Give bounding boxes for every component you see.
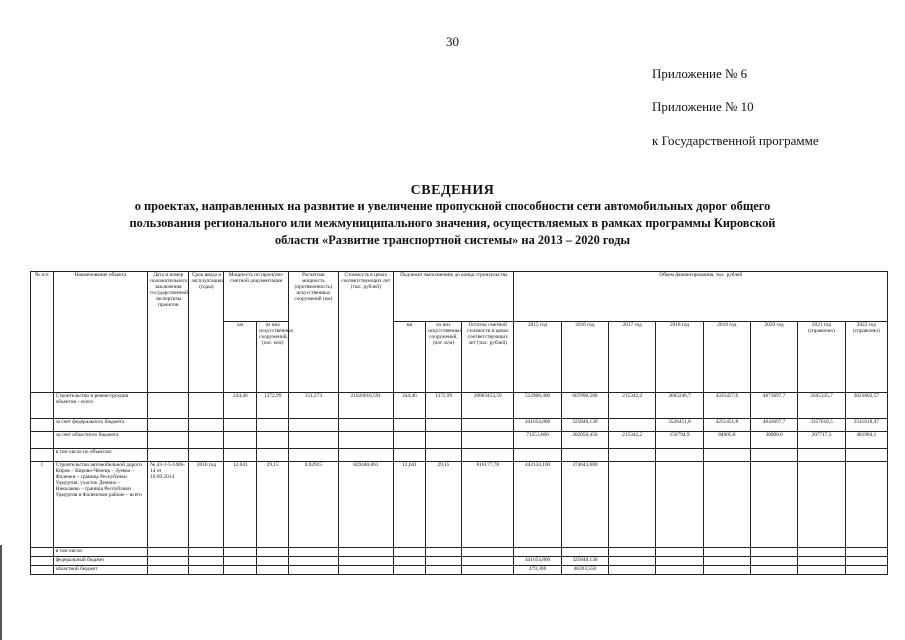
cell-num	[31, 419, 54, 432]
document-title-line-2: пользования регионального или межмуниципального значения, осуществляемых в рамках программы Кировской	[129, 216, 776, 230]
cell-km	[224, 419, 257, 432]
cell-name: Строительство и реконструкция объектов – всего	[53, 393, 148, 419]
cell-done-art: 1372,99	[426, 393, 462, 419]
cell-funding-2020	[751, 565, 798, 574]
cell-num	[31, 393, 54, 419]
cell-term	[189, 548, 224, 557]
cell-done-art	[426, 432, 462, 449]
header-art: из них искусственных сооружений, (пог. м/м)	[257, 322, 289, 393]
cell-funding-2021	[798, 449, 845, 462]
cell-cost	[338, 565, 394, 574]
cell-funding-2015: 441654,800	[514, 556, 561, 565]
appendix-line-2: Приложение № 10	[652, 99, 754, 114]
cell-name: в том числе по объектам:	[53, 449, 148, 462]
cell-funding-2021: 3357618,5	[798, 419, 845, 432]
cell-cost	[338, 556, 394, 565]
appendix-line-1: Приложение № 6	[652, 66, 748, 81]
cell-funding-2021: 3565335,7	[798, 393, 845, 419]
header-km: км	[224, 322, 257, 393]
cell-done-km	[394, 449, 426, 462]
header-remaining: Остаток сметной стоимости в ценах соответствующих лет (тыс. рублей)	[462, 322, 514, 393]
cell-num	[31, 449, 54, 462]
cell-term	[189, 419, 224, 432]
cell-funding-2020	[751, 548, 798, 557]
table-row	[31, 393, 888, 419]
cell-art	[257, 432, 289, 449]
cell-done-km	[394, 419, 426, 432]
header-year-2020: 2020 год	[751, 322, 798, 393]
cell-km: 244,46	[224, 393, 257, 419]
table-row	[31, 556, 888, 565]
appendix-line-3: к Государственной программе	[652, 133, 819, 148]
cell-funding-2018: 3526451,8	[656, 419, 703, 432]
cell-funding-2016: 48203,550	[561, 565, 608, 574]
cell-term	[189, 449, 224, 462]
cell-km	[224, 432, 257, 449]
cell-funding-2016: 325840,130	[561, 556, 608, 565]
cell-funding-2016: 374043,680	[561, 462, 608, 548]
cell-funding-2018: 3683246,7	[656, 393, 703, 419]
header-year-2021: 2021 год (справочно)	[798, 322, 845, 393]
cell-funding-2022: 3023602,57	[845, 393, 887, 419]
cell-done-art	[426, 419, 462, 432]
cell-done-art	[426, 548, 462, 557]
cell-done-km	[394, 556, 426, 565]
cell-calc-capacity	[289, 548, 338, 557]
cell-funding-2017	[609, 548, 656, 557]
cell-cost	[338, 449, 394, 462]
cell-remaining	[462, 565, 514, 574]
cell-name: за счет федерального бюджета	[53, 419, 148, 432]
cell-funding-2016	[561, 449, 608, 462]
cell-remaining: 816177,78	[462, 462, 514, 548]
projects-table	[30, 271, 888, 575]
cell-expertise	[148, 432, 189, 449]
cell-calc-capacity: 0,02915	[289, 462, 338, 548]
cell-funding-2022	[845, 565, 887, 574]
cell-funding-2017	[609, 419, 656, 432]
cell-remaining	[462, 432, 514, 449]
cell-remaining	[462, 556, 514, 565]
cell-expertise	[148, 449, 189, 462]
cell-num	[31, 556, 54, 565]
cell-km	[224, 556, 257, 565]
cell-funding-2020: 30000,0	[751, 432, 798, 449]
cell-calc-capacity	[289, 419, 338, 432]
cell-cost	[338, 548, 394, 557]
cell-funding-2015: 442134,100	[514, 462, 561, 548]
cell-calc-capacity	[289, 556, 338, 565]
header-year-2018: 2018 год	[656, 322, 703, 393]
cell-done-art	[426, 449, 462, 462]
cell-name: за счет областного бюджета	[53, 432, 148, 449]
cell-funding-2018: 156794,9	[656, 432, 703, 449]
cell-expertise: № 43-1-5-1406-14 от 18.09.2014	[148, 462, 189, 548]
cell-num	[31, 565, 54, 574]
table-row	[31, 462, 888, 548]
cell-done-km	[394, 565, 426, 574]
cell-funding-2017	[609, 556, 656, 565]
cell-funding-2021: 207717,3	[798, 432, 845, 449]
cell-art	[257, 556, 289, 565]
cell-funding-2022	[845, 449, 887, 462]
header-calc-capacity: Расчетная мощность (протяженность) искусственных сооружений (км)	[289, 272, 338, 393]
cell-km	[224, 565, 257, 574]
cell-funding-2022: 481984,1	[845, 432, 887, 449]
header-funding-group: Объем финансирования, тыс. рублей	[514, 272, 888, 322]
cell-funding-2017	[609, 462, 656, 548]
cell-art	[257, 565, 289, 574]
cell-expertise	[148, 556, 189, 565]
cell-done-km: 244,46	[394, 393, 426, 419]
cell-cost: 21020016,591	[338, 393, 394, 419]
cell-funding-2019: 84005,8	[703, 432, 750, 449]
header-year-2015: 2015 год	[514, 322, 561, 393]
header-name: Наименование объекта	[53, 272, 148, 393]
header-year-2019: 2019 год	[703, 322, 750, 393]
cell-num	[31, 432, 54, 449]
cell-art: 1372,99	[257, 393, 289, 419]
cell-funding-2017	[609, 449, 656, 462]
cell-funding-2016: 607890,580	[561, 393, 608, 419]
table-row	[31, 432, 888, 449]
cell-calc-capacity: 131,273	[289, 393, 338, 419]
cell-funding-2015: 441654,800	[514, 419, 561, 432]
cell-funding-2021	[798, 548, 845, 557]
cell-done-km	[394, 432, 426, 449]
document-heading: СВЕДЕНИЯ	[410, 183, 495, 198]
header-num: № п/п	[31, 272, 54, 393]
cell-art	[257, 419, 289, 432]
cell-funding-2017: 215342,2	[609, 393, 656, 419]
cell-funding-2021	[798, 556, 845, 565]
header-expertise: Дата и номер положительного заключения государственной экспертизы проектов	[148, 272, 189, 393]
cell-term	[189, 556, 224, 565]
cell-name: Строительство автомобильной дороги Киров – Кирово-Чепецк – Зуевка – Фаленки – граница Республики Удмуртия, участок Демино – Николаево – граница Республики Удмуртия в Фаленском районе – всего	[53, 462, 148, 548]
cell-art	[257, 548, 289, 557]
cell-funding-2015: 479,300	[514, 565, 561, 574]
header-year-2016: 2016 год	[561, 322, 608, 393]
cell-done-art: 29,15	[426, 462, 462, 548]
cell-funding-2022	[845, 548, 887, 557]
cell-funding-2020	[751, 449, 798, 462]
header-done-art: из них искусственных сооружений, (пог. м/м)	[426, 322, 462, 393]
cell-done-art	[426, 565, 462, 574]
cell-km	[224, 548, 257, 557]
cell-funding-2015	[514, 548, 561, 557]
table-row	[31, 565, 888, 574]
cell-funding-2020: 4673697,7	[751, 393, 798, 419]
table-row	[31, 449, 888, 462]
cell-funding-2019: 4335457,6	[703, 393, 750, 419]
header-year-2017: 2017 год	[609, 322, 656, 393]
cell-funding-2017: 215342,2	[609, 432, 656, 449]
cell-funding-2019	[703, 462, 750, 548]
cell-done-art	[426, 556, 462, 565]
cell-funding-2019	[703, 449, 750, 462]
cell-calc-capacity	[289, 432, 338, 449]
cell-funding-2018	[656, 565, 703, 574]
header-done-group: Подлежит выполнению до конца строительства	[394, 272, 514, 322]
document-title-line-3: области «Развитие транспортной системы» на 2013 – 2020 годы	[274, 233, 631, 247]
table-body	[31, 393, 888, 575]
cell-expertise	[148, 393, 189, 419]
cell-km: 12,641	[224, 462, 257, 548]
cell-funding-2017	[609, 565, 656, 574]
cell-calc-capacity	[289, 565, 338, 574]
cell-funding-2018	[656, 462, 703, 548]
cell-funding-2019	[703, 548, 750, 557]
cell-funding-2022: 2541618,47	[845, 419, 887, 432]
cell-remaining	[462, 449, 514, 462]
cell-funding-2021	[798, 565, 845, 574]
header-cost: Стоимость в ценах соответствующих лет (тыс. рублей)	[338, 272, 394, 393]
cell-cost	[338, 419, 394, 432]
cell-funding-2022	[845, 556, 887, 565]
cell-funding-2015: 71253,600	[514, 432, 561, 449]
cell-funding-2018	[656, 556, 703, 565]
cell-num	[31, 548, 54, 557]
header-term: Срок ввода в эксплуатацию (годы)	[189, 272, 224, 393]
cell-funding-2018	[656, 449, 703, 462]
cell-funding-2021	[798, 462, 845, 548]
cell-funding-2016	[561, 548, 608, 557]
cell-funding-2020: 4643697,7	[751, 419, 798, 432]
cell-art: 29,15	[257, 462, 289, 548]
cell-done-km: 12,641	[394, 462, 426, 548]
cell-funding-2015: 512908,400	[514, 393, 561, 419]
cell-cost: 829440,061	[338, 462, 394, 548]
scan-edge-line	[0, 545, 2, 640]
cell-funding-2020	[751, 556, 798, 565]
cell-art	[257, 449, 289, 462]
cell-funding-2022	[845, 462, 887, 548]
cell-term	[189, 432, 224, 449]
cell-term	[189, 565, 224, 574]
cell-km	[224, 449, 257, 462]
table-row	[31, 419, 888, 432]
cell-funding-2019	[703, 556, 750, 565]
header-done-km: км	[394, 322, 426, 393]
cell-name: областной бюджет	[53, 565, 148, 574]
page-number: 30	[446, 34, 459, 49]
cell-funding-2015	[514, 449, 561, 462]
cell-expertise	[148, 548, 189, 557]
table-row	[31, 548, 888, 557]
header-year-2022: 2022 год (справочно)	[845, 322, 887, 393]
table-header	[31, 272, 888, 393]
document-title-line-1: о проектах, направленных на развитие и увеличение пропускной способности сети автомобильных дорог общего	[134, 199, 771, 213]
header-capacity-group: Мощность по проектно-сметной документации	[224, 272, 289, 322]
cell-expertise	[148, 565, 189, 574]
cell-funding-2019: 4251451,8	[703, 419, 750, 432]
cell-num: 1	[31, 462, 54, 548]
cell-remaining: 20803453,59	[462, 393, 514, 419]
cell-remaining	[462, 419, 514, 432]
cell-cost	[338, 432, 394, 449]
cell-funding-2020	[751, 462, 798, 548]
cell-calc-capacity	[289, 449, 338, 462]
cell-remaining	[462, 548, 514, 557]
cell-expertise	[148, 419, 189, 432]
cell-funding-2018	[656, 548, 703, 557]
cell-term	[189, 393, 224, 419]
cell-funding-2019	[703, 565, 750, 574]
cell-name: федеральный бюджет	[53, 556, 148, 565]
cell-done-km	[394, 548, 426, 557]
cell-funding-2016: 325840,130	[561, 419, 608, 432]
cell-name: в том числе:	[53, 548, 148, 557]
cell-funding-2016: 282050,450	[561, 432, 608, 449]
cell-term: 2016 год	[189, 462, 224, 548]
